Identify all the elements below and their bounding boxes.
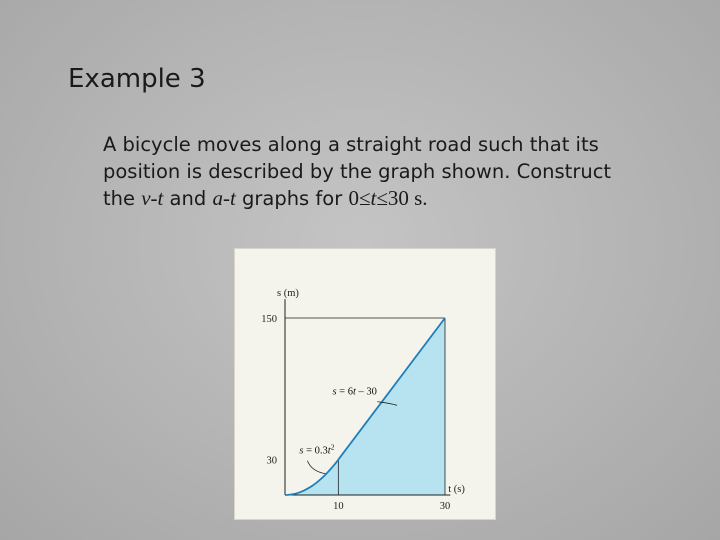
- problem-statement: [103, 132, 663, 213]
- statement-line-1: A bicycle moves along a straight road such that its: [103, 133, 599, 156]
- var-t-1: -t: [150, 186, 164, 210]
- range-start: 0≤: [348, 186, 371, 210]
- y-tick-30: 30: [266, 455, 277, 467]
- x-tick-30: 30: [439, 501, 451, 512]
- label-linear-equation: [332, 387, 376, 398]
- text-the: the: [103, 187, 142, 210]
- area-under-curve: [285, 318, 445, 495]
- x-axis-label: t (s): [448, 484, 465, 495]
- slide-title: Example 3: [68, 64, 206, 94]
- text-graphs-for: graphs for: [235, 187, 349, 210]
- position-time-graph: [234, 248, 496, 520]
- range-end: ≤30 s.: [376, 186, 428, 210]
- var-a: a: [212, 186, 223, 210]
- text-and: and: [163, 187, 213, 210]
- x-tick-10: 10: [333, 501, 344, 512]
- graph-canvas: [235, 249, 495, 519]
- var-v: v: [141, 186, 151, 210]
- statement-line-2: position is described by the graph shown. Construct: [103, 159, 612, 183]
- var-t-2: -t: [222, 186, 236, 210]
- ann-quad-t: t: [327, 445, 331, 457]
- ann-lin-t: t: [352, 386, 356, 398]
- ann-quad-eq: = 0.3: [303, 445, 328, 457]
- label-quadratic-equation: [299, 443, 334, 457]
- ann-quad-s: s: [299, 445, 304, 457]
- ann-quad-exp: 2: [330, 442, 335, 452]
- ann-lin-s: s: [332, 386, 337, 398]
- leader-quadratic: [307, 461, 325, 474]
- statement-line-3: [103, 185, 663, 213]
- range-t: t: [370, 186, 377, 210]
- y-axis-label: s (m): [277, 288, 299, 300]
- ann-lin-tail: – 30: [355, 386, 377, 398]
- y-tick-150: 150: [261, 314, 277, 325]
- ann-lin-eq: = 6: [336, 386, 353, 398]
